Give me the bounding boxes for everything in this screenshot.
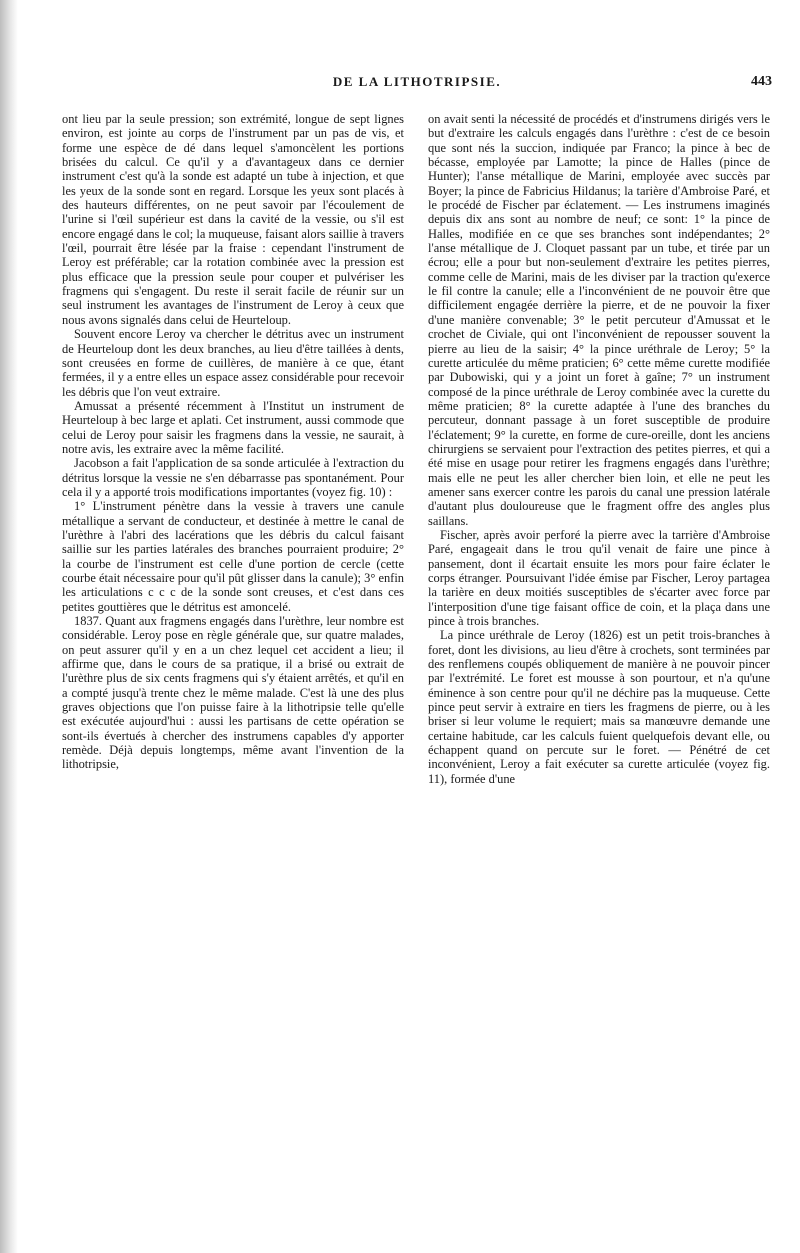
paragraph: on avait senti la nécessité de procédés et d'instrumens dirigés vers le but d'extraire les calculs engagés dans l'urèthre : c'est de ce besoin que sont nés la succion, indiquée par Franco; la pince à bec de bécasse, employée par Lamotte; la pince de Halles (pince de Hunter); l'anse métallique de Marini, employée avec succès par Boyer; la pince de Fabricius Hildanus; la tarière d'Ambroise Paré, et le procédé de Fischer par éclatement. — Les instrumens imaginés depuis dix ans sont au nombre de neuf; ce sont: 1° la pince de Halles, modifiée en ce que ses branches sont indépendantes; 2° l'anse métallique de J. Cloquet passant par un tube, et tirée par un écrou; elle a pour but non-seulement d'extraire les petites pierres, comme celle de Marini, mais de les diviser par la traction qu'exerce le fil contre la canule; elle a l'inconvénient de ne pouvoir être que difficilement engagée derrière la pierre, et de ne pouvoir la fixer d'une manière convenable; 3° le petit percuteur d'Amussat et le crochet de Civiale, qui ont l'inconvénient de repousser souvent la pierre au lieu de la saisir; 4° la pince uréthrale de Leroy; 5° la curette articulée du même praticien; 6° cette même curette modifiée par Dubowiski, qui y a joint un foret à gaîne; 7° un instrument composé de la pince uréthrale de Leroy combinée avec la curette du même praticien; 8° la curette adaptée à l'une des branches du percuteur, donnant passage à un foret susceptible de produire l'éclatement; 9° la curette, en forme de cure-oreille, dont les anciens chirurgiens se servaient pour l'extraction des petites pierres, et qui a été mise en usage pour retirer les fragmens engagés dans l'urèthre; mais elle ne peut les aller chercher bien loin, et elle ne peut les amener sans exercer contre les parois du canal une pression latérale d'autant plus douloureuse que le fragment offre des angles plus saillans. <box>428 112 770 528</box>
right-column <box>428 112 770 786</box>
page-gutter-shadow <box>0 0 18 1253</box>
paragraph: La pince uréthrale de Leroy (1826) est un petit trois-branches à foret, dont les divisions, au lieu d'être à crochets, sont terminées par des renflemens coupés obliquement de manière à ne pouvoir pincer par l'extrémité. Le foret est mousse à son pourtour, et n'a qu'une éminence à son centre pour qu'il ne déchire pas la muqueuse. Cette pince peut servir à extraire en tiers les fragmens de pierre, ou à les briser si leur volume le requiert; mais sa manœuvre demande une certaine habitude, car les calculs fuient quelquefois devant elle, ou échappent quand on percute sur le foret. — Pénétré de cet inconvénient, Leroy a fait exécuter sa curette articulée (voyez fig. 11), formée d'une <box>428 628 770 786</box>
page-header <box>62 74 772 96</box>
paragraph: Souvent encore Leroy va chercher le détritus avec un instrument de Heurteloup dont les deux branches, au lieu d'être taillées à dents, sont creusées en forme de cuillères, de manière à ce que, étant fermées, il y a entre elles un espace assez considérable pour recevoir les débris que l'on veut extraire. <box>62 327 404 399</box>
paragraph: Jacobson a fait l'application de sa sonde articulée à l'extraction du détritus lorsque la vessie ne s'en débarrasse pas spontanément. Pour cela il y a apporté trois modifications importantes (voyez fig. 10) : <box>62 456 404 499</box>
paragraph: Fischer, après avoir perforé la pierre avec la tarrière d'Ambroise Paré, engageait dans le trou qu'il venait de faire une pince à pansement, dont il écartait ensuite les mors pour faire éclater le corps étranger. Poursuivant l'idée émise par Fischer, Leroy partagea la tarière en deux moitiés susceptibles de s'écarter avec force par l'interposition d'une tige faisant office de coin, et la plaça dans une pince à trois branches. <box>428 527 770 629</box>
left-column <box>62 112 404 772</box>
paragraph: 1° L'instrument pénètre dans la vessie à travers une canule métallique a servant de conducteur, et destinée à mettre le canal de l'urèthre à l'abri des lacérations que les débris du calcul faisant saillie sur les parties latérales des branches pourraient produire; 2° la courbe de l'instrument est celle d'une portion de cercle (cette courbe était nécessaire pour qu'il pût glisser dans la canule); 3° enfin les articulations c c c de la sonde sont creuses, et c'est dans ces petites gouttières que le détritus est amoncelé. <box>62 499 404 614</box>
paragraph: 1837. Quant aux fragmens engagés dans l'urèthre, leur nombre est considérable. Leroy pose en règle générale que, sur quatre malades, on peut assurer qu'il y en a un chez lequel cet accident a lieu; il affirme que, dans le cours de sa pratique, il a brisé ou extrait de l'urèthre plus de six cents fragmens qui s'y étaient arrêtés, et qu'il en a compté jusqu'à trente chez le même malade. C'est là une des plus graves objections que l'on puisse faire à la lithotripsie telle qu'elle est exécutée aujourd'hui : aussi les partisans de cette opération se sont-ils évertués à chercher des instrumens capables d'y apporter remède. Déjà depuis longtemps, même avant l'invention de la lithotripsie, <box>62 614 404 772</box>
paragraph: Amussat a présenté récemment à l'Institut un instrument de Heurteloup à bec large et aplati. Cet instrument, aussi commode que celui de Leroy pour saisir les fragmens dans la vessie, ne saurait, à notre avis, les extraire avec la même facilité. <box>62 398 404 456</box>
running-title: DE LA LITHOTRIPSIE. <box>332 74 502 89</box>
page-number: 443 <box>751 74 772 89</box>
paragraph: ont lieu par la seule pression; son extrémité, longue de sept lignes environ, est jointe au corps de l'instrument par un pas de vis, et forme une espèce de dé dans lequel s'amoncèlent les portions brisées du calcul. Ce qu'il y a d'avantageux dans ce dernier instrument c'est qu'à la sonde est adapté un tube à injection, et que les yeux de la sonde sont en regard. Lorsque les yeux sont placés à des hauteurs différentes, on ne peut savoir par l'écoulement de l'urine si l'œil supérieur est dans la cavité de la vessie, ou s'il est encore engagé dans le col; la muqueuse, faisant alors saillie à travers l'œil, pourrait être lésée par la fraise : cependant l'instrument de Leroy est préférable; car la rotation combinée avec la pression est plus efficace que la pression seule pour couper et pulvériser les fragmens qui s'engagent. Du reste il serait facile de réunir sur un seul instrument les avantages de l'instrument de Leroy à ceux que nous avons signalés dans celui de Heurteloup. <box>62 112 404 327</box>
